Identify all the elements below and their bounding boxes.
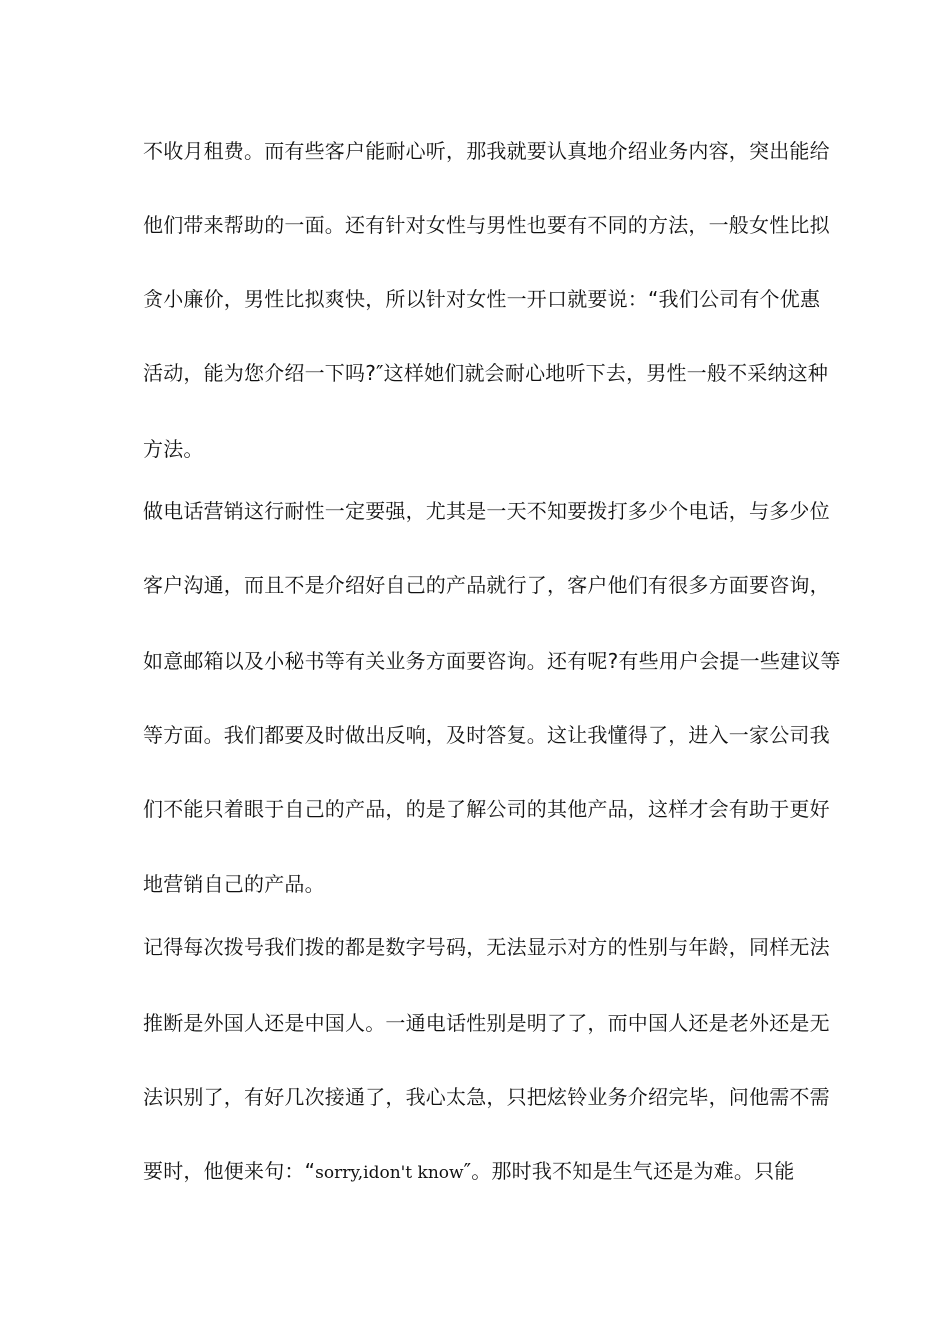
text-line: 推断是外国人还是中国人。一通电话性别是明了了，而中国人还是老外还是无 xyxy=(143,1011,830,1035)
english-quote: sorry,idon't know xyxy=(315,1163,464,1183)
text-line: 他们带来帮助的一面。还有针对女性与男性也要有不同的方法，一般女性比拟 xyxy=(143,213,830,237)
text-line: 记得每次拨号我们拨的都是数字号码，无法显示对方的性别与年龄，同样无法 xyxy=(143,935,830,959)
text-line: 做电话营销这行耐性一定要强，尤其是一天不知要拨打多少个电话，与多少位 xyxy=(143,499,830,523)
text-segment: 要时，他便来句：“ xyxy=(143,1159,316,1183)
text-line: 地营销自己的产品。 xyxy=(143,872,325,896)
text-line: 方法。 xyxy=(143,437,204,461)
text-line xyxy=(143,1159,794,1185)
text-line: 如意邮箱以及小秘书等有关业务方面要咨询。还有呢?有些用户会提一些建议等 xyxy=(143,649,841,673)
text-line: 等方面。我们都要及时做出反响，及时答复。这让我懂得了，进入一家公司我 xyxy=(143,723,830,747)
text-line: 贪小廉价，男性比拟爽快，所以针对女性一开口就要说：“我们公司有个优惠 xyxy=(143,287,821,311)
text-segment: ″。那时我不知是生气还是为难。只能 xyxy=(463,1159,795,1183)
text-line: 客户沟通，而且不是介绍好自己的产品就行了，客户他们有很多方面要咨询， xyxy=(143,573,830,597)
text-line: 们不能只着眼于自己的产品，的是了解公司的其他产品，这样才会有助于更好 xyxy=(143,797,830,821)
text-line: 活动，能为您介绍一下吗?″这样她们就会耐心地听下去，男性一般不采纳这种 xyxy=(143,361,829,385)
text-line: 不收月租费。而有些客户能耐心听，那我就要认真地介绍业务内容，突出能给 xyxy=(143,139,830,163)
text-line: 法识别了，有好几次接通了，我心太急，只把炫铃业务介绍完毕，问他需不需 xyxy=(143,1085,830,1109)
